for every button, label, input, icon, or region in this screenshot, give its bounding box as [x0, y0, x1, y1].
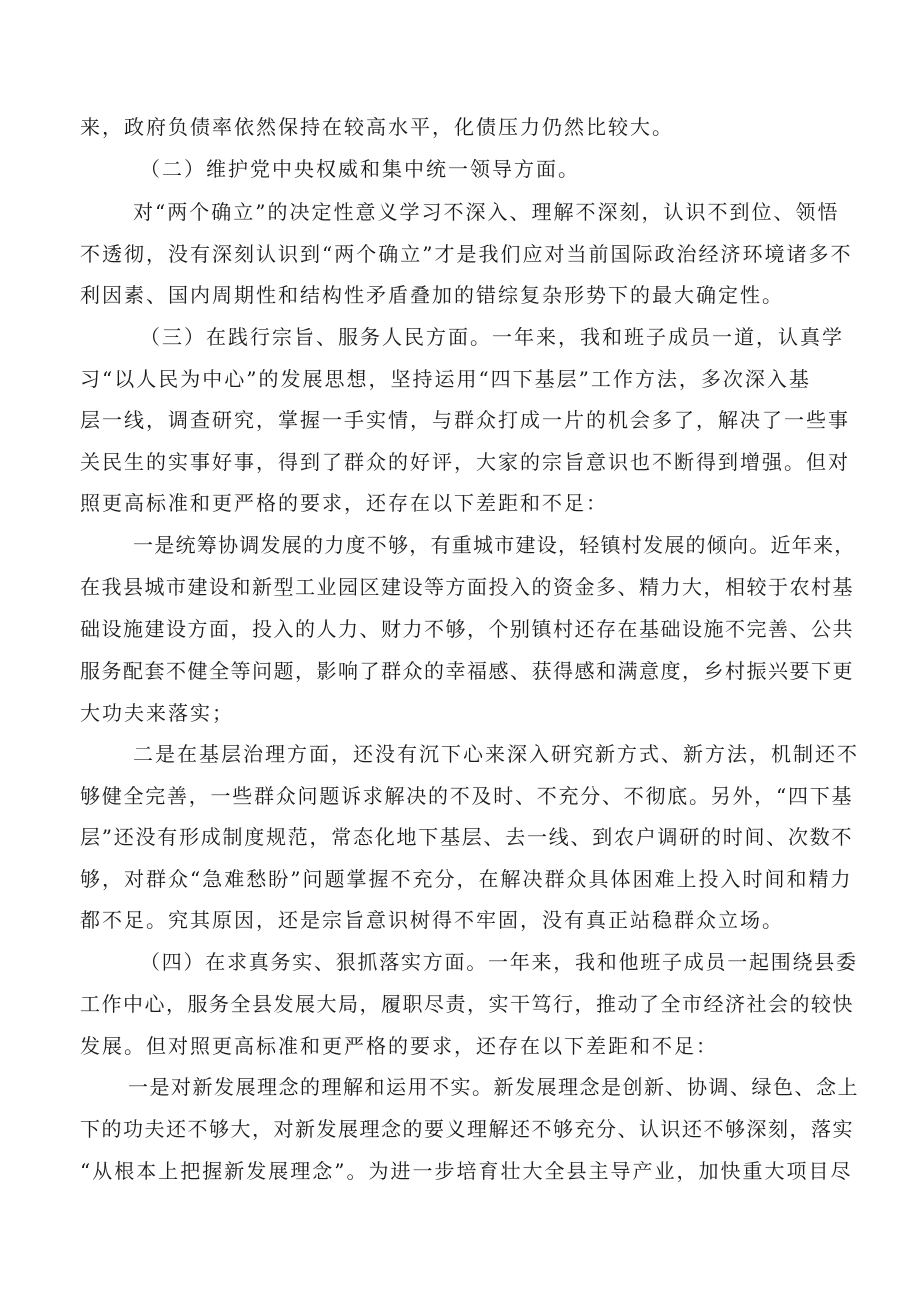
text-line: 都不足。究其原因，还是宗旨意识树得不牢固，没有真正站稳群众立场。	[80, 908, 784, 932]
text-line: 照更高标准和更严格的要求，还存在以下差距和不足：	[80, 491, 608, 515]
text-line: 不透彻，没有深刻认识到“两个确立”才是我们应对当前国际政治经济环境诸多不	[80, 242, 853, 266]
text-line: 大功夫来落实；	[80, 701, 234, 725]
text-line: 利因素、国内周期性和结构性矛盾叠加的错综复杂形势下的最大确定性。	[80, 283, 784, 307]
text-line: 一是统筹协调发展的力度不够，有重城市建设，轻镇村发展的倾向。近年来，	[133, 533, 856, 557]
text-line: 服务配套不健全等问题，影响了群众的幸福感、获得感和满意度，乡村振兴要下更	[80, 659, 854, 683]
text-line: 在我县城市建设和新型工业园区建设等方面投入的资金多、精力大，相较于农村基	[80, 575, 854, 599]
section-heading: （四）在求真务实、狠抓落实方面。一年来，我和他班子成员一起围绕县委	[140, 950, 858, 974]
text-line: 础设施建设方面，投入的人力、财力不够，个别镇村还存在基础设施不完善、公共	[80, 617, 854, 641]
text-line: 工作中心，服务全县发展大局，履职尽责，实干笃行，推动了全市经济社会的较快	[80, 992, 854, 1016]
section-heading: （三）在践行宗旨、服务人民方面。一年来，我和班子成员一道，认真学	[140, 325, 844, 349]
text-line: 够健全完善，一些群众问题诉求解决的不及时、不充分、不彻底。另外，“四下基	[80, 784, 854, 808]
text-line: “从根本上把握新发展理念”。为进一步培育壮大全县主导产业，加快重大项目尽	[80, 1159, 853, 1183]
text-line: 二是在基层治理方面，还没有沉下心来深入研究新方式、新方法，机制还不	[133, 742, 859, 766]
text-line: 关民生的实事好事，得到了群众的好评，大家的宗旨意识也不断得到增强。但对	[80, 450, 850, 474]
text-line: 够，对群众“急难愁盼”问题掌握不充分，在解决群众具体困难上投入时间和精力	[80, 867, 853, 891]
section-heading: （二）维护党中央权威和集中统一领导方面。	[140, 157, 580, 181]
text-line: 对“两个确立”的决定性意义学习不深入、理解不深刻，认识不到位、领悟	[133, 200, 840, 224]
text-line: 下的功夫还不够大，对新发展理念的要义理解还不够充分、认识还不够深刻，落实	[80, 1117, 854, 1141]
text-line: 层一线，调查研究，掌握一手实情，与群众打成一片的机会多了，解决了一些事	[80, 408, 850, 432]
text-line: 发展。但对照更高标准和更严格的要求，还存在以下差距和不足：	[80, 1034, 718, 1058]
text-line: 来，政府负债率依然保持在较高水平，化债压力仍然比较大。	[80, 115, 674, 139]
text-line: 习“以人民为中心”的发展思想，坚持运用“四下基层”工作方法，多次深入基	[80, 367, 811, 391]
text-line: 一是对新发展理念的理解和运用不实。新发展理念是创新、协调、绿色、念上	[128, 1075, 859, 1099]
text-line: 层”还没有形成制度规范，常态化地下基层、去一线、到农户调研的时间、次数不	[80, 825, 854, 849]
